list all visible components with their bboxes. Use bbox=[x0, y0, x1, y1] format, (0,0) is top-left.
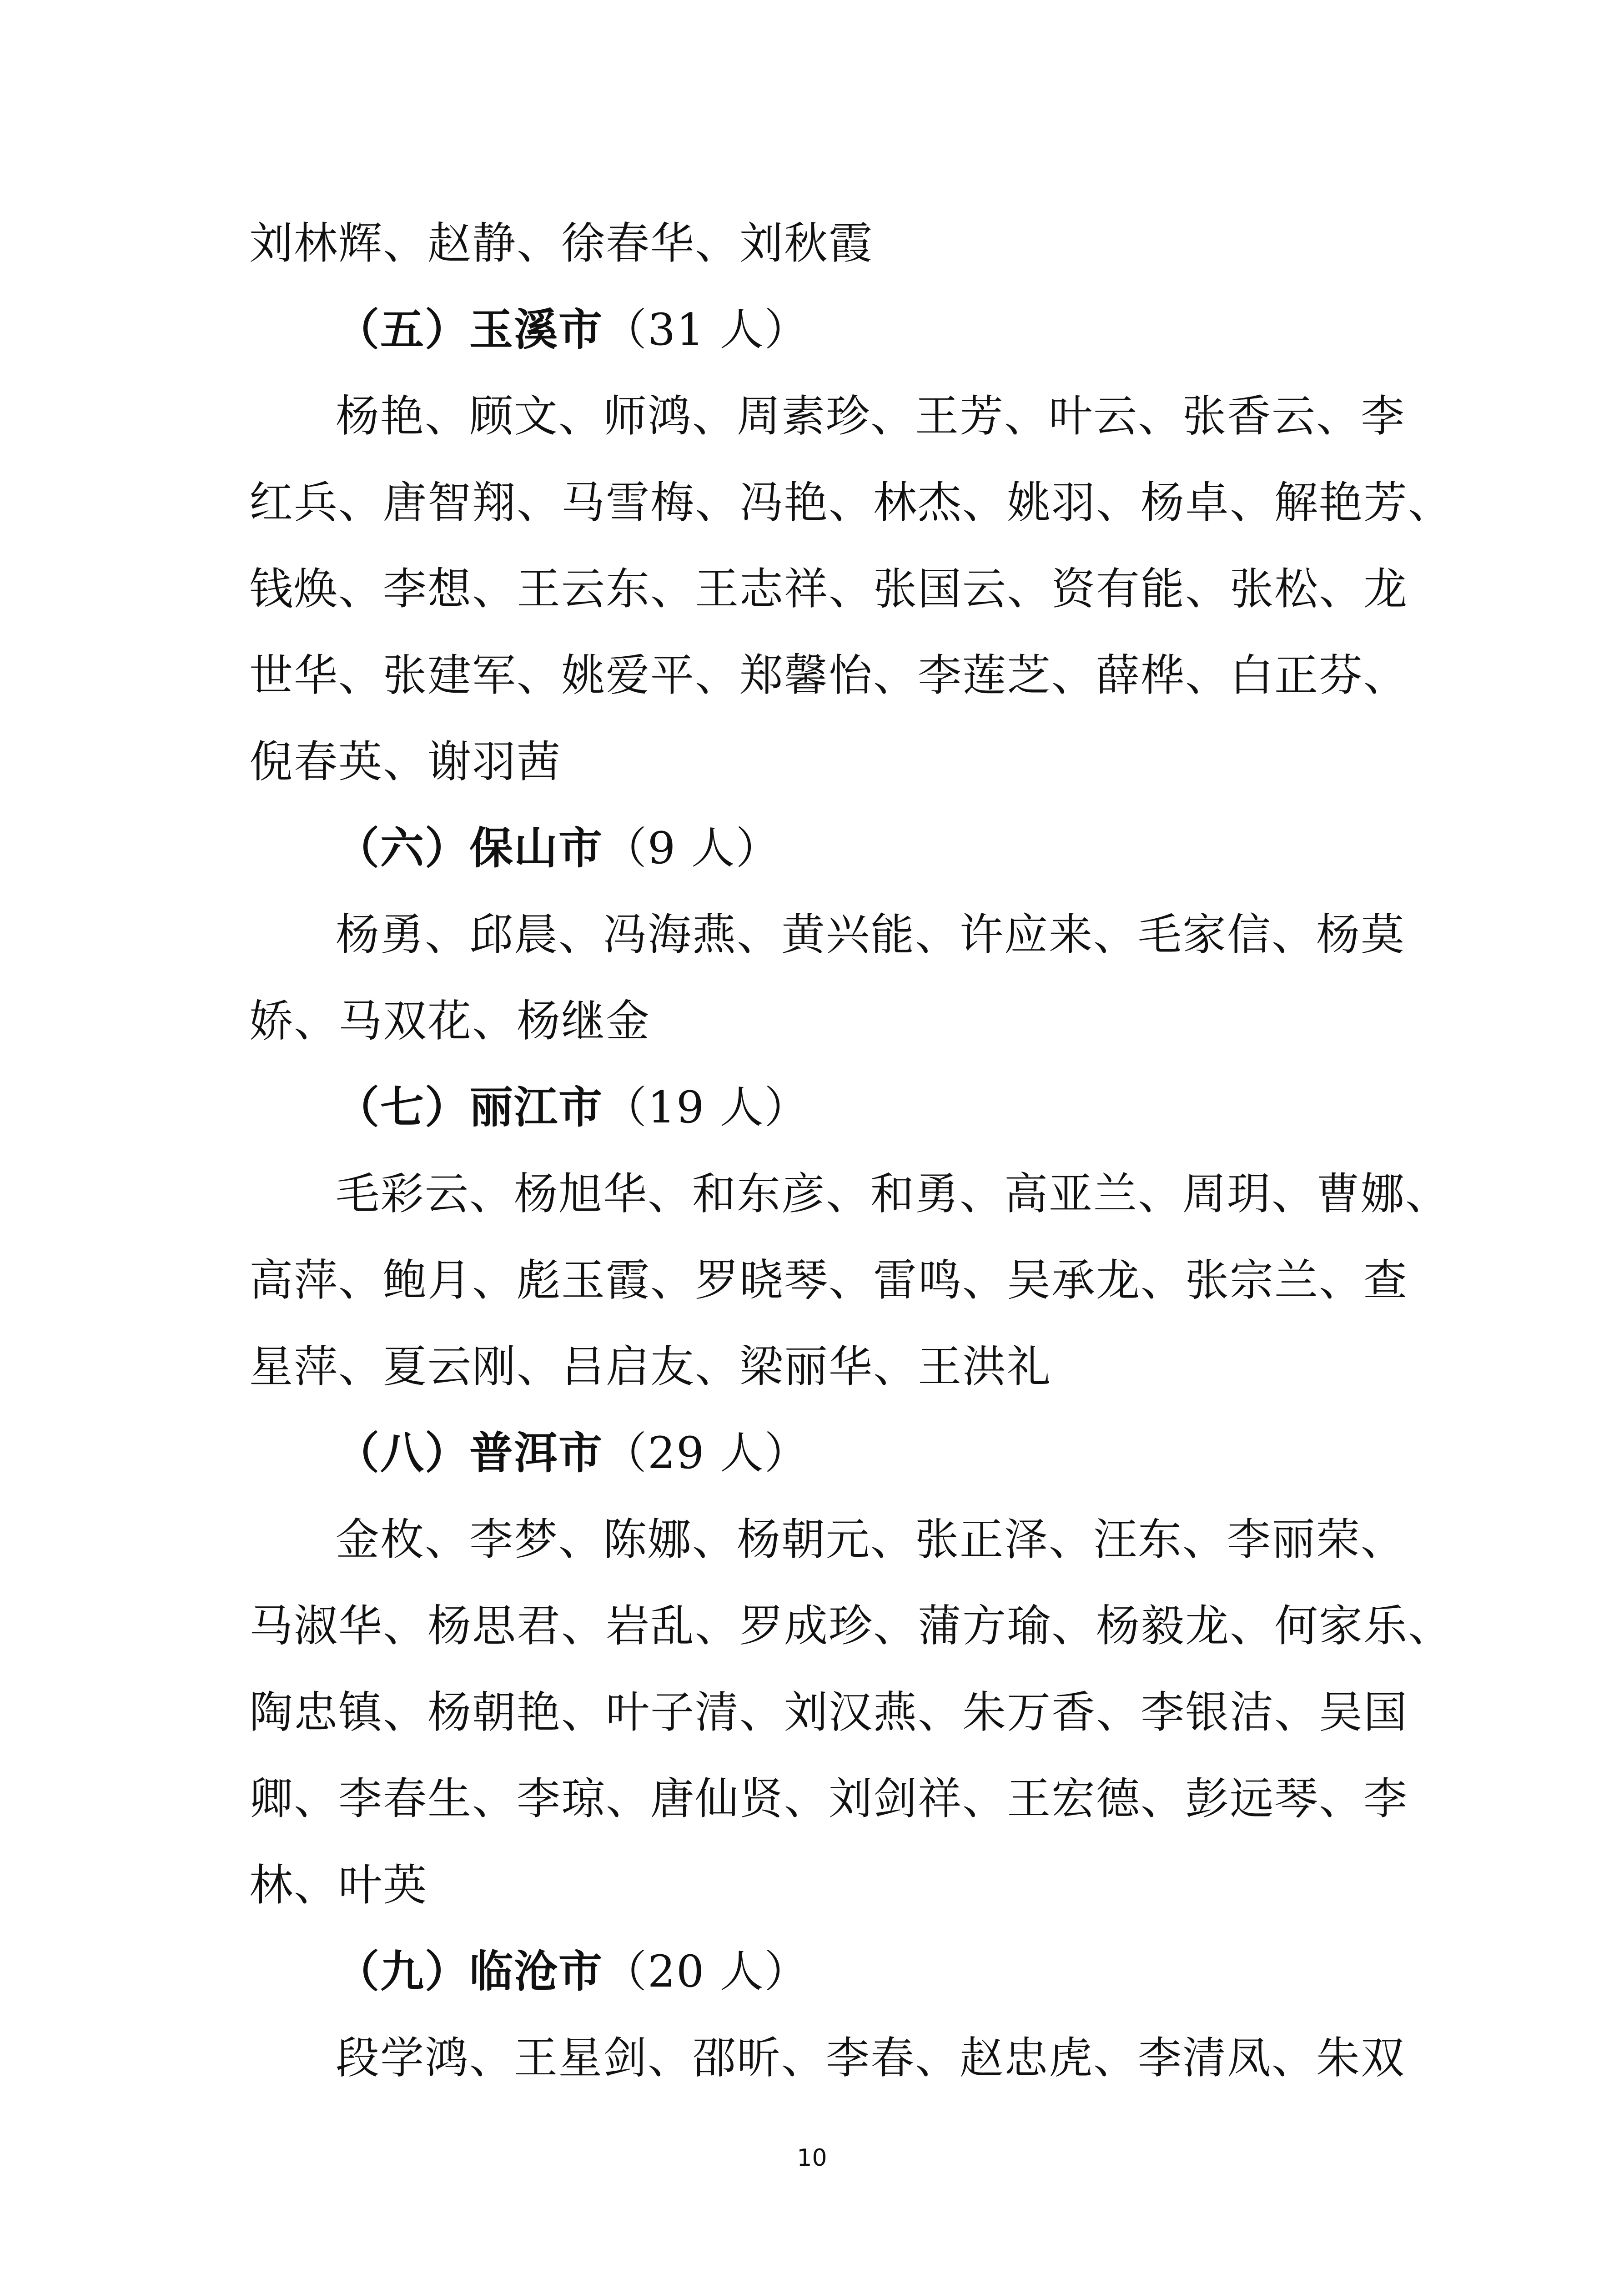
section-label: （八）普洱市 bbox=[336, 1427, 603, 1479]
name-list-line: 倪春英、谢羽茜 bbox=[249, 736, 561, 787]
page-number: 10 bbox=[797, 2144, 827, 2172]
section-count: （29 人） bbox=[603, 1428, 809, 1479]
section-heading bbox=[249, 1064, 1391, 1151]
name-list-line: 红兵、唐智翔、马雪梅、冯艳、林杰、姚羽、杨卓、解艳芳、 bbox=[249, 477, 1453, 528]
section-heading bbox=[249, 1928, 1391, 2015]
section-count: （31 人） bbox=[603, 304, 809, 355]
section-count: （20 人） bbox=[603, 1946, 809, 1997]
name-list-line: 卿、李春生、李琼、唐仙贤、刘剑祥、王宏德、彭远琴、李 bbox=[249, 1773, 1408, 1824]
name-list-line: 星萍、夏云刚、吕启友、梁丽华、王洪礼 bbox=[249, 1341, 1051, 1392]
section-label: （五）玉溪市 bbox=[336, 304, 603, 355]
name-list-line: 马淑华、杨思君、岩乱、罗成珍、蒲方瑜、杨毅龙、何家乐、 bbox=[249, 1600, 1453, 1651]
name-list-line: 段学鸿、王星剑、邵昕、李春、赵忠虎、李清凤、朱双 bbox=[336, 2033, 1405, 2083]
section-count: （19 人） bbox=[603, 1082, 809, 1133]
section-count: （9 人） bbox=[603, 823, 780, 874]
name-list-line: 毛彩云、杨旭华、和东彦、和勇、高亚兰、周玥、曹娜、 bbox=[336, 1168, 1450, 1219]
name-list-line: 金枚、李梦、陈娜、杨朝元、张正泽、汪东、李丽荣、 bbox=[336, 1514, 1405, 1565]
name-list-line: 林、叶英 bbox=[249, 1860, 427, 1911]
name-list-line: 娇、马双花、杨继金 bbox=[249, 996, 650, 1046]
document-body bbox=[249, 200, 1453, 2101]
section-heading bbox=[249, 1410, 1391, 1496]
section-heading bbox=[249, 287, 1391, 373]
name-list-line: 陶忠镇、杨朝艳、叶子清、刘汉燕、朱万香、李银洁、吴国 bbox=[249, 1687, 1408, 1738]
section-heading bbox=[249, 805, 1391, 891]
section-label: （九）临沧市 bbox=[336, 1946, 603, 1997]
name-list-line: 刘林辉、赵静、徐春华、刘秋霞 bbox=[249, 218, 873, 269]
name-list-line: 杨艳、顾文、师鸿、周素珍、王芳、叶云、张香云、李 bbox=[336, 391, 1405, 442]
name-list-line: 世华、张建军、姚爱平、郑馨怡、李莲芝、薛桦、白正芬、 bbox=[249, 650, 1408, 701]
section-label: （七）丽江市 bbox=[336, 1082, 603, 1133]
name-list-line: 钱焕、李想、王云东、王志祥、张国云、资有能、张松、龙 bbox=[249, 563, 1408, 614]
name-list-line: 杨勇、邱晨、冯海燕、黄兴能、许应来、毛家信、杨莫 bbox=[336, 909, 1405, 960]
section-label: （六）保山市 bbox=[336, 822, 603, 874]
name-list-line: 高萍、鲍月、彪玉霞、罗晓琴、雷鸣、吴承龙、张宗兰、查 bbox=[249, 1255, 1408, 1306]
